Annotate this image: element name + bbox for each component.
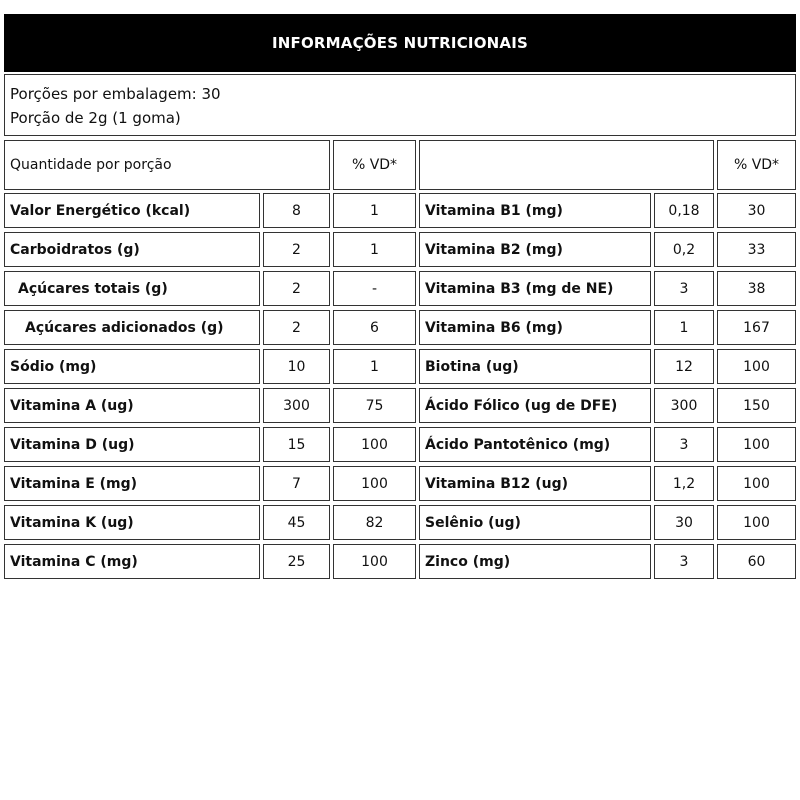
- right-row-10-name: Zinco (mg): [419, 544, 651, 579]
- right-row-5-vd: 100: [717, 349, 796, 384]
- right-row-2-vd: 33: [717, 232, 796, 267]
- left-row-6-amount: 300: [263, 388, 330, 423]
- left-row-10-amount: 25: [263, 544, 330, 579]
- left-row-2-name: Carboidratos (g): [4, 232, 260, 267]
- right-row-7-name: Ácido Pantotênico (mg): [419, 427, 651, 462]
- left-row-8-name: Vitamina E (mg): [4, 466, 260, 501]
- left-row-9-name: Vitamina K (ug): [4, 505, 260, 540]
- left-row-5-vd: 1: [333, 349, 416, 384]
- left-row-3-amount: 2: [263, 271, 330, 306]
- left-row-3-vd: -: [333, 271, 416, 306]
- right-row-1-name: Vitamina B1 (mg): [419, 193, 651, 228]
- right-row-8-vd: 100: [717, 466, 796, 501]
- left-row-5-name: Sódio (mg): [4, 349, 260, 384]
- right-row-6-amount: 300: [654, 388, 714, 423]
- right-row-1-amount: 0,18: [654, 193, 714, 228]
- right-row-6-name: Ácido Fólico (ug de DFE): [419, 388, 651, 423]
- right-row-5-name: Biotina (ug): [419, 349, 651, 384]
- left-row-4-amount: 2: [263, 310, 330, 345]
- left-row-4-vd: 6: [333, 310, 416, 345]
- right-row-4-amount: 1: [654, 310, 714, 345]
- left-row-8-vd: 100: [333, 466, 416, 501]
- right-row-3-name: Vitamina B3 (mg de NE): [419, 271, 651, 306]
- left-row-8-amount: 7: [263, 466, 330, 501]
- left-row-7-amount: 15: [263, 427, 330, 462]
- left-row-1-vd: 1: [333, 193, 416, 228]
- left-row-5-amount: 10: [263, 349, 330, 384]
- left-row-6-vd: 75: [333, 388, 416, 423]
- left-row-2-amount: 2: [263, 232, 330, 267]
- left-row-3-name: Açúcares totais (g): [4, 271, 260, 306]
- right-row-8-name: Vitamina B12 (ug): [419, 466, 651, 501]
- left-row-4-name: Açúcares adicionados (g): [4, 310, 260, 345]
- servings-per-package: Porções por embalagem: 30: [10, 85, 221, 103]
- right-row-9-vd: 100: [717, 505, 796, 540]
- right-row-2-amount: 0,2: [654, 232, 714, 267]
- right-header-label: [419, 140, 714, 190]
- serving-size: Porção de 2g (1 goma): [10, 109, 181, 127]
- left-row-9-vd: 82: [333, 505, 416, 540]
- left-row-1-name: Valor Energético (kcal): [4, 193, 260, 228]
- right-row-4-name: Vitamina B6 (mg): [419, 310, 651, 345]
- right-row-2-name: Vitamina B2 (mg): [419, 232, 651, 267]
- left-row-2-vd: 1: [333, 232, 416, 267]
- right-row-10-vd: 60: [717, 544, 796, 579]
- left-row-10-name: Vitamina C (mg): [4, 544, 260, 579]
- right-row-7-vd: 100: [717, 427, 796, 462]
- left-row-7-vd: 100: [333, 427, 416, 462]
- right-row-4-vd: 167: [717, 310, 796, 345]
- right-row-9-amount: 30: [654, 505, 714, 540]
- left-header-label: Quantidade por porção: [4, 140, 330, 190]
- left-row-10-vd: 100: [333, 544, 416, 579]
- left-row-6-name: Vitamina A (ug): [4, 388, 260, 423]
- right-row-10-amount: 3: [654, 544, 714, 579]
- left-header-vd: % VD*: [333, 140, 416, 190]
- left-row-9-amount: 45: [263, 505, 330, 540]
- right-row-3-amount: 3: [654, 271, 714, 306]
- serving-info: [4, 74, 796, 136]
- left-row-7-name: Vitamina D (ug): [4, 427, 260, 462]
- right-row-8-amount: 1,2: [654, 466, 714, 501]
- nutrition-table-title: INFORMAÇÕES NUTRICIONAIS: [4, 14, 796, 72]
- right-header-vd: % VD*: [717, 140, 796, 190]
- right-row-7-amount: 3: [654, 427, 714, 462]
- right-row-3-vd: 38: [717, 271, 796, 306]
- right-row-6-vd: 150: [717, 388, 796, 423]
- right-row-5-amount: 12: [654, 349, 714, 384]
- left-row-1-amount: 8: [263, 193, 330, 228]
- right-row-9-name: Selênio (ug): [419, 505, 651, 540]
- right-row-1-vd: 30: [717, 193, 796, 228]
